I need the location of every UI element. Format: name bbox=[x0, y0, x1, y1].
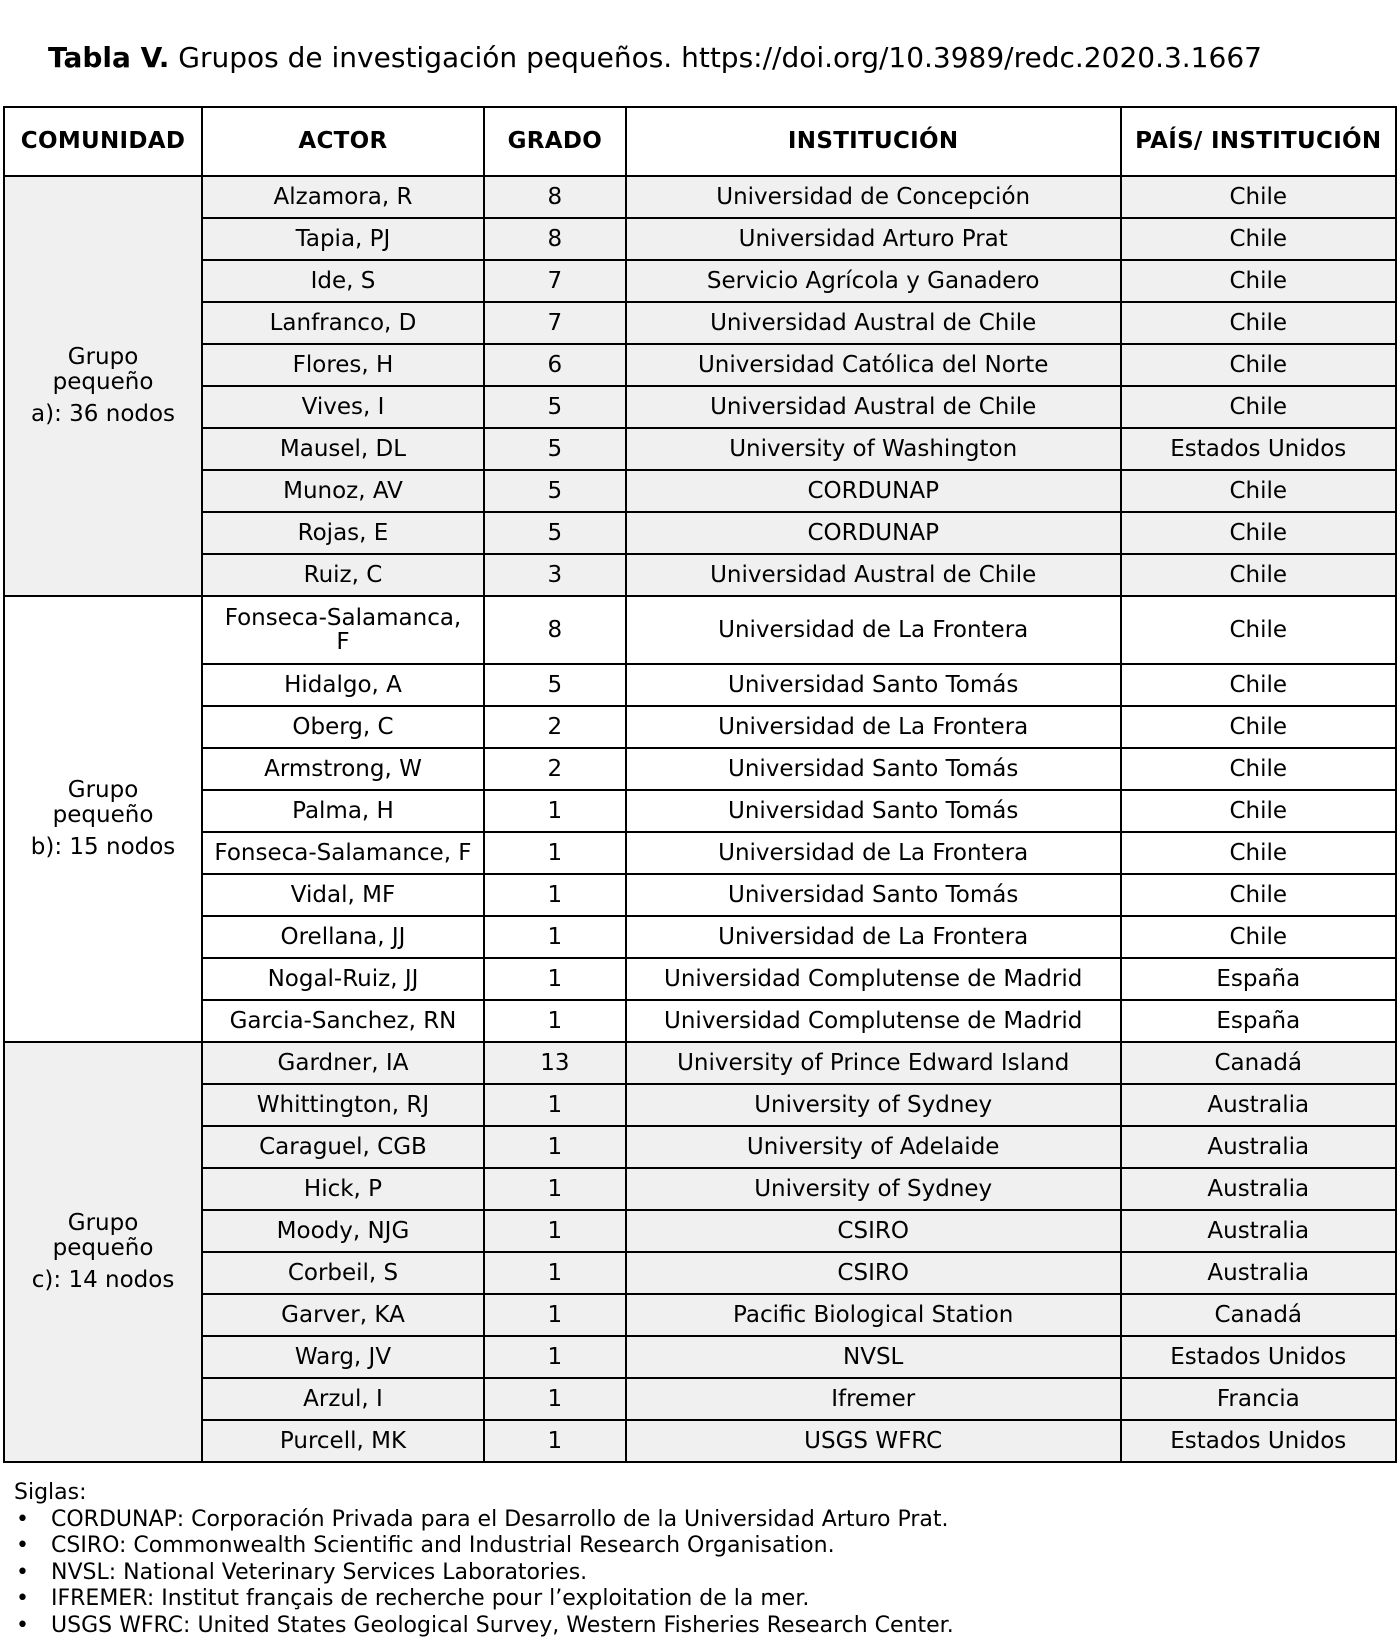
institucion-cell: Universidad Complutense de Madrid bbox=[626, 958, 1121, 1000]
grado-cell: 5 bbox=[484, 664, 626, 706]
actor-cell: Mausel, DL bbox=[202, 428, 484, 470]
institucion-cell: CORDUNAP bbox=[626, 470, 1121, 512]
grado-cell: 1 bbox=[484, 1126, 626, 1168]
pais-cell: España bbox=[1121, 1000, 1396, 1042]
table-row bbox=[4, 916, 1396, 958]
groups-table bbox=[3, 106, 1397, 1463]
grado-cell: 2 bbox=[484, 706, 626, 748]
header-institucion: INSTITUCIÓN bbox=[626, 107, 1121, 176]
grado-cell: 1 bbox=[484, 958, 626, 1000]
table-row bbox=[4, 470, 1396, 512]
institucion-cell: Universidad de La Frontera bbox=[626, 706, 1121, 748]
table-row bbox=[4, 748, 1396, 790]
grado-cell: 1 bbox=[484, 1210, 626, 1252]
institucion-cell: NVSL bbox=[626, 1336, 1121, 1378]
table-row bbox=[4, 176, 1396, 218]
grado-cell: 1 bbox=[484, 790, 626, 832]
institucion-cell: University of Sydney bbox=[626, 1084, 1121, 1126]
pais-cell: Francia bbox=[1121, 1378, 1396, 1420]
actor-cell: Nogal-Ruiz, JJ bbox=[202, 958, 484, 1000]
pais-cell: España bbox=[1121, 958, 1396, 1000]
note-item bbox=[14, 1507, 954, 1534]
institucion-cell: CSIRO bbox=[626, 1252, 1121, 1294]
institucion-cell: Universidad de La Frontera bbox=[626, 832, 1121, 874]
actor-cell: Garcia-Sanchez, RN bbox=[202, 1000, 484, 1042]
actor-cell: Armstrong, W bbox=[202, 748, 484, 790]
table-row bbox=[4, 706, 1396, 748]
note-item bbox=[14, 1613, 954, 1640]
pais-cell: Chile bbox=[1121, 832, 1396, 874]
actor-cell: Gardner, IA bbox=[202, 1042, 484, 1084]
pais-cell: Chile bbox=[1121, 916, 1396, 958]
institucion-cell: Universidad Arturo Prat bbox=[626, 218, 1121, 260]
header-row bbox=[4, 107, 1396, 176]
grado-cell: 1 bbox=[484, 832, 626, 874]
pais-cell: Australia bbox=[1121, 1210, 1396, 1252]
bullet-icon: • bbox=[16, 1533, 29, 1558]
table-row bbox=[4, 260, 1396, 302]
community-cell bbox=[4, 596, 202, 1042]
grado-cell: 8 bbox=[484, 176, 626, 218]
table-caption bbox=[48, 38, 1262, 78]
actor-cell: Caraguel, CGB bbox=[202, 1126, 484, 1168]
note-text: USGS WFRC: United States Geological Survey, Western Fisheries Research Center. bbox=[51, 1612, 954, 1638]
caption-text: Grupos de investigación pequeños. https://doi.org/10.3989/redc.2020.3.1667 bbox=[178, 41, 1262, 74]
institucion-cell: Universidad Santo Tomás bbox=[626, 664, 1121, 706]
actor-cell: Garver, KA bbox=[202, 1294, 484, 1336]
community-name-line: b): 15 nodos bbox=[30, 834, 176, 860]
institucion-cell: Universidad Santo Tomás bbox=[626, 748, 1121, 790]
table-row bbox=[4, 554, 1396, 596]
pais-cell: Chile bbox=[1121, 470, 1396, 512]
actor-cell: Vidal, MF bbox=[202, 874, 484, 916]
grado-cell: 8 bbox=[484, 218, 626, 260]
actor-cell: Munoz, AV bbox=[202, 470, 484, 512]
actor-cell: Warg, JV bbox=[202, 1336, 484, 1378]
note-item bbox=[14, 1533, 954, 1560]
grado-cell: 7 bbox=[484, 302, 626, 344]
pais-cell: Chile bbox=[1121, 790, 1396, 832]
institucion-cell: Universidad Complutense de Madrid bbox=[626, 1000, 1121, 1042]
table-row bbox=[4, 1000, 1396, 1042]
actor-cell: Rojas, E bbox=[202, 512, 484, 554]
actor-cell: Ide, S bbox=[202, 260, 484, 302]
pais-cell: Chile bbox=[1121, 748, 1396, 790]
table-row bbox=[4, 218, 1396, 260]
bullet-icon: • bbox=[16, 1559, 29, 1585]
grado-cell: 1 bbox=[484, 1084, 626, 1126]
institucion-cell: CSIRO bbox=[626, 1210, 1121, 1252]
institucion-cell: Universidad de La Frontera bbox=[626, 596, 1121, 664]
pais-cell: Chile bbox=[1121, 344, 1396, 386]
actor-cell: Hick, P bbox=[202, 1168, 484, 1210]
institucion-cell: CORDUNAP bbox=[626, 512, 1121, 554]
header-pais: PAÍS/ INSTITUCIÓN bbox=[1121, 107, 1396, 176]
institucion-cell: Servicio Agrícola y Ganadero bbox=[626, 260, 1121, 302]
actor-cell: Orellana, JJ bbox=[202, 916, 484, 958]
grado-cell: 1 bbox=[484, 916, 626, 958]
grado-cell: 1 bbox=[484, 1294, 626, 1336]
table-row bbox=[4, 428, 1396, 470]
actor-cell: Flores, H bbox=[202, 344, 484, 386]
table-row bbox=[4, 302, 1396, 344]
institucion-cell: University of Adelaide bbox=[626, 1126, 1121, 1168]
caption-label: Tabla V. bbox=[48, 41, 170, 74]
grado-cell: 5 bbox=[484, 512, 626, 554]
pais-cell: Chile bbox=[1121, 874, 1396, 916]
pais-cell: Chile bbox=[1121, 218, 1396, 260]
pais-cell: Estados Unidos bbox=[1121, 428, 1396, 470]
actor-cell: Purcell, MK bbox=[202, 1420, 484, 1462]
institucion-cell: Universidad de La Frontera bbox=[626, 916, 1121, 958]
table-row bbox=[4, 790, 1396, 832]
actor-cell: Vives, I bbox=[202, 386, 484, 428]
institucion-cell: Universidad de Concepción bbox=[626, 176, 1121, 218]
grado-cell: 1 bbox=[484, 1168, 626, 1210]
header-actor: ACTOR bbox=[202, 107, 484, 176]
institucion-cell: University of Prince Edward Island bbox=[626, 1042, 1121, 1084]
actor-cell: Corbeil, S bbox=[202, 1252, 484, 1294]
bullet-icon: • bbox=[16, 1506, 29, 1532]
actor-cell: Ruiz, C bbox=[202, 554, 484, 596]
community-name-line: Grupo bbox=[67, 777, 139, 803]
table-row bbox=[4, 386, 1396, 428]
grado-cell: 13 bbox=[484, 1042, 626, 1084]
actor-cell: Alzamora, R bbox=[202, 176, 484, 218]
pais-cell: Estados Unidos bbox=[1121, 1336, 1396, 1378]
note-text: CORDUNAP: Corporación Privada para el Desarrollo de la Universidad Arturo Prat. bbox=[51, 1506, 949, 1532]
grado-cell: 5 bbox=[484, 428, 626, 470]
table-row bbox=[4, 1252, 1396, 1294]
pais-cell: Chile bbox=[1121, 706, 1396, 748]
notes-list bbox=[14, 1507, 954, 1640]
grado-cell: 6 bbox=[484, 344, 626, 386]
pais-cell: Chile bbox=[1121, 260, 1396, 302]
grado-cell: 1 bbox=[484, 1378, 626, 1420]
grado-cell: 5 bbox=[484, 386, 626, 428]
grado-cell: 3 bbox=[484, 554, 626, 596]
table-row bbox=[4, 874, 1396, 916]
table-row bbox=[4, 1126, 1396, 1168]
grado-cell: 1 bbox=[484, 1336, 626, 1378]
actor-cell: Lanfranco, D bbox=[202, 302, 484, 344]
table-row bbox=[4, 512, 1396, 554]
header-comunidad: COMUNIDAD bbox=[4, 107, 202, 176]
table-row bbox=[4, 1210, 1396, 1252]
note-item bbox=[14, 1586, 954, 1613]
community-name-line: pequeño bbox=[52, 369, 154, 395]
institucion-cell: Pacific Biological Station bbox=[626, 1294, 1121, 1336]
bullet-icon: • bbox=[16, 1612, 29, 1638]
table-row bbox=[4, 832, 1396, 874]
acronyms-notes bbox=[14, 1480, 954, 1639]
pais-cell: Australia bbox=[1121, 1126, 1396, 1168]
community-cell bbox=[4, 1042, 202, 1462]
actor-cell: Moody, NJG bbox=[202, 1210, 484, 1252]
community-cell bbox=[4, 176, 202, 596]
actor-cell: Whittington, RJ bbox=[202, 1084, 484, 1126]
pais-cell: Chile bbox=[1121, 554, 1396, 596]
institucion-cell: Universidad Católica del Norte bbox=[626, 344, 1121, 386]
grado-cell: 1 bbox=[484, 1000, 626, 1042]
actor-cell: Fonseca-Salamanca, F bbox=[202, 596, 484, 664]
pais-cell: Chile bbox=[1121, 302, 1396, 344]
grado-cell: 2 bbox=[484, 748, 626, 790]
actor-cell: Palma, H bbox=[202, 790, 484, 832]
note-item bbox=[14, 1560, 954, 1587]
pais-cell: Australia bbox=[1121, 1084, 1396, 1126]
pais-cell: Estados Unidos bbox=[1121, 1420, 1396, 1462]
institucion-cell: University of Sydney bbox=[626, 1168, 1121, 1210]
pais-cell: Chile bbox=[1121, 596, 1396, 664]
actor-cell: Tapia, PJ bbox=[202, 218, 484, 260]
institucion-cell: USGS WFRC bbox=[626, 1420, 1121, 1462]
actor-cell: Arzul, I bbox=[202, 1378, 484, 1420]
table-row bbox=[4, 344, 1396, 386]
table-row bbox=[4, 958, 1396, 1000]
community-name-line: pequeño bbox=[52, 802, 154, 828]
institucion-cell: Universidad Austral de Chile bbox=[626, 386, 1121, 428]
community-name-line: Grupo bbox=[67, 344, 139, 370]
note-text: CSIRO: Commonwealth Scientific and Industrial Research Organisation. bbox=[51, 1533, 835, 1558]
institucion-cell: University of Washington bbox=[626, 428, 1121, 470]
table-row bbox=[4, 1168, 1396, 1210]
institucion-cell: Universidad Austral de Chile bbox=[626, 302, 1121, 344]
community-name-line: Grupo bbox=[67, 1210, 139, 1236]
institucion-cell: Ifremer bbox=[626, 1378, 1121, 1420]
actor-cell: Oberg, C bbox=[202, 706, 484, 748]
notes-title: Siglas: bbox=[14, 1480, 87, 1505]
institucion-cell: Universidad Austral de Chile bbox=[626, 554, 1121, 596]
pais-cell: Chile bbox=[1121, 386, 1396, 428]
note-text: IFREMER: Institut français de recherche pour l’exploitation de la mer. bbox=[51, 1586, 810, 1611]
pais-cell: Chile bbox=[1121, 176, 1396, 218]
grado-cell: 5 bbox=[484, 470, 626, 512]
pais-cell: Chile bbox=[1121, 512, 1396, 554]
table-row bbox=[4, 664, 1396, 706]
institucion-cell: Universidad Santo Tomás bbox=[626, 790, 1121, 832]
table-row bbox=[4, 1378, 1396, 1420]
table-row bbox=[4, 1084, 1396, 1126]
grado-cell: 8 bbox=[484, 596, 626, 664]
pais-cell: Canadá bbox=[1121, 1294, 1396, 1336]
grado-cell: 1 bbox=[484, 1252, 626, 1294]
actor-cell: Hidalgo, A bbox=[202, 664, 484, 706]
table-row bbox=[4, 1336, 1396, 1378]
note-text: NVSL: National Veterinary Services Laboratories. bbox=[51, 1559, 588, 1585]
grado-cell: 7 bbox=[484, 260, 626, 302]
pais-cell: Australia bbox=[1121, 1168, 1396, 1210]
community-name-line: a): 36 nodos bbox=[31, 401, 176, 427]
institucion-cell: Universidad Santo Tomás bbox=[626, 874, 1121, 916]
pais-cell: Australia bbox=[1121, 1252, 1396, 1294]
table-row bbox=[4, 1294, 1396, 1336]
table-row bbox=[4, 596, 1396, 664]
grado-cell: 1 bbox=[484, 874, 626, 916]
actor-cell: Fonseca-Salamance, F bbox=[202, 832, 484, 874]
grado-cell: 1 bbox=[484, 1420, 626, 1462]
bullet-icon: • bbox=[16, 1586, 29, 1611]
table-row bbox=[4, 1420, 1396, 1462]
community-name-line: c): 14 nodos bbox=[31, 1267, 175, 1293]
community-name-line: pequeño bbox=[52, 1235, 154, 1261]
header-grado: GRADO bbox=[484, 107, 626, 176]
table-body bbox=[4, 176, 1396, 1462]
pais-cell: Canadá bbox=[1121, 1042, 1396, 1084]
table-row bbox=[4, 1042, 1396, 1084]
pais-cell: Chile bbox=[1121, 664, 1396, 706]
